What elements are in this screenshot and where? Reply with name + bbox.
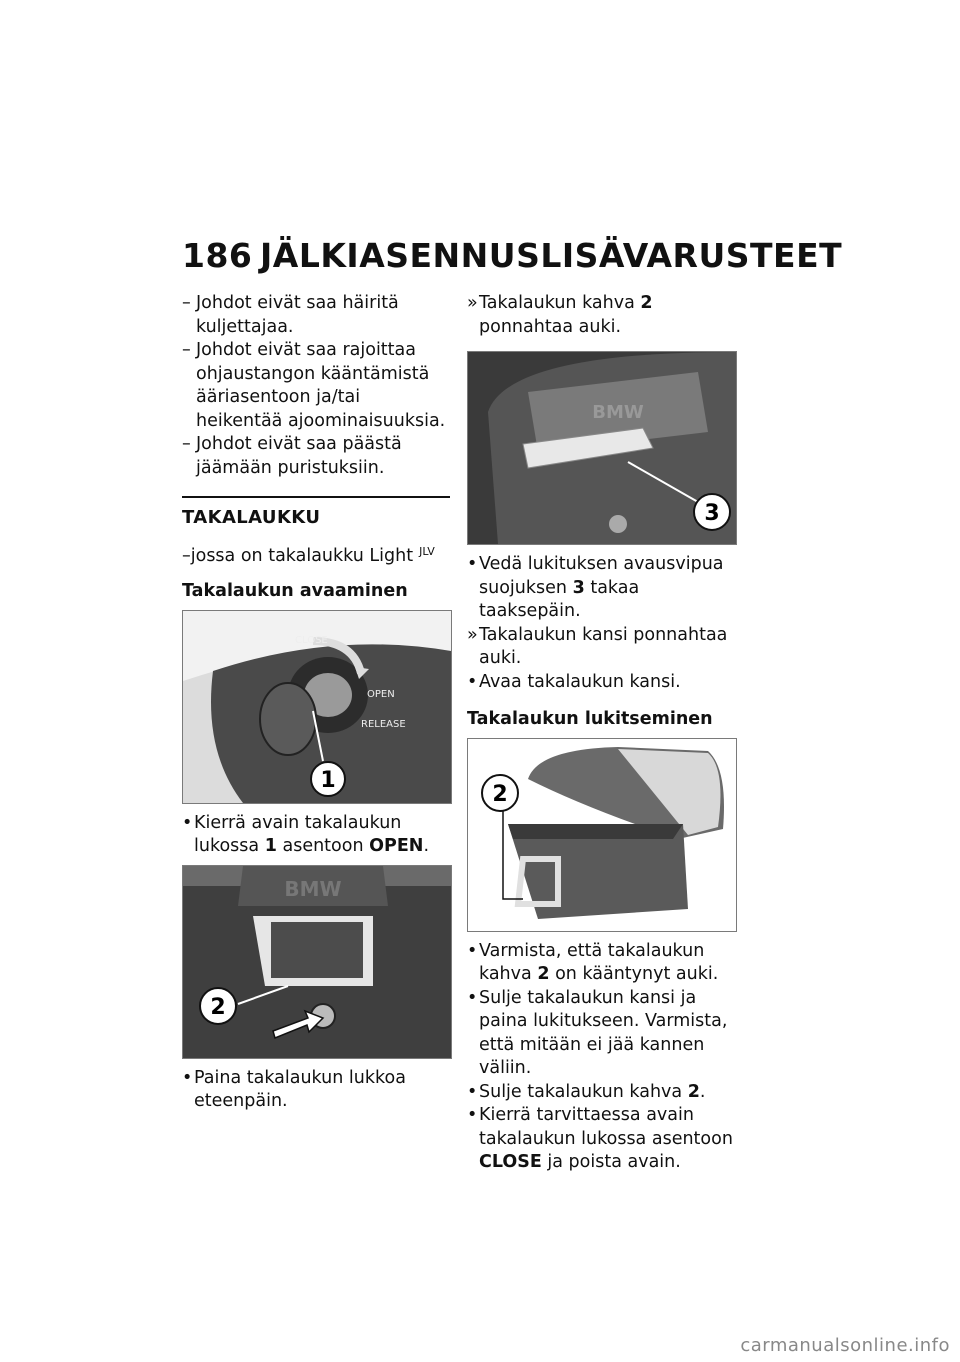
equipment-note — [182, 540, 452, 569]
bullet-marker: • — [467, 1105, 478, 1125]
list-item-text: Johdot eivät saa päästä jäämään puristuksiin. — [196, 434, 402, 478]
page-number: 186 — [182, 236, 253, 275]
step-item — [467, 553, 739, 624]
case-lock-illustration — [183, 866, 451, 1058]
equipment-code: JLV — [419, 544, 435, 558]
label-release: RELEASE — [361, 718, 406, 730]
result-marker: » — [467, 624, 478, 645]
bullet-marker: • — [467, 671, 478, 692]
step-text: on kääntynyt auki. — [555, 964, 719, 984]
result-item — [467, 624, 739, 671]
callout-ref: 2 — [537, 964, 550, 984]
list-item-text: Johdot eivät saa häiritä kuljettajaa. — [196, 293, 399, 337]
chapter-title: JÄLKIASENNUSLISÄVARUSTEET — [260, 236, 843, 275]
step-text: Paina takalaukun lukkoa eteenpäin. — [194, 1067, 406, 1111]
step-item — [182, 812, 452, 859]
label-close: CLOSE — [295, 634, 328, 646]
subsection-title-open: Takalaukun avaaminen — [182, 581, 408, 601]
step-text: Kierrä avain takalaukun lukossa — [194, 812, 402, 856]
list-item — [182, 339, 452, 433]
step-text: Vedä lukituksen avausvipua suojuksen — [479, 554, 724, 598]
dash-marker: – — [182, 434, 191, 454]
callout-ref: 2 — [640, 293, 653, 313]
step-item — [467, 1104, 739, 1175]
result-item — [467, 292, 739, 339]
case-logo: BMW — [284, 876, 342, 901]
step-text: Sulje takalaukun kansi ja paina lukitukseen. Varmista, että mitään ei jää kannen väliin. — [479, 987, 728, 1078]
figure-handle-open — [467, 351, 737, 545]
step-item — [467, 987, 739, 1081]
result-marker: » — [467, 293, 478, 313]
callout-number: 2 — [210, 994, 226, 1020]
figure-case-open — [467, 738, 737, 932]
step-text: Varmista, että takalaukun kahva — [479, 940, 705, 984]
case-open-illustration — [468, 739, 736, 931]
bullet-marker: • — [467, 940, 478, 961]
dash-marker: – — [182, 340, 191, 360]
equipment-note-text: –jossa on takalaukku Light — [182, 545, 414, 566]
list-item — [182, 292, 452, 339]
figure-case-lock — [182, 865, 452, 1059]
position-label: CLOSE — [479, 1152, 542, 1172]
step-item — [467, 671, 739, 695]
section-title: TAKALAUKKU — [182, 496, 450, 530]
step-text: Kierrä tarvittaessa avain takalaukun lukossa asentoon — [479, 1105, 733, 1149]
result-text: Takalaukun kansi ponnahtaa auki. — [479, 624, 728, 668]
footer-watermark: carmanualsonline.info — [740, 1335, 950, 1356]
callout-ref: 2 — [687, 1081, 700, 1102]
list-item-text: Johdot eivät saa rajoittaa ohjaustangon kääntämistä ääriasentoon ja/tai heikentää ajoominaisuuksia. — [196, 340, 446, 431]
step-text: asentoon — [282, 836, 364, 856]
result-text: ponnahtaa auki. — [479, 316, 622, 337]
handle-open-illustration — [468, 352, 736, 544]
callout-ref: 1 — [264, 836, 277, 856]
callout-number: 1 — [320, 767, 336, 793]
lock-dial-illustration — [183, 611, 451, 803]
step-text: Avaa takalaukun kansi. — [479, 671, 681, 692]
list-item — [182, 433, 452, 480]
callout-ref: 3 — [572, 577, 585, 598]
bullet-marker: • — [467, 554, 478, 574]
figure-lock-dial — [182, 610, 452, 804]
step-text-end: . — [423, 836, 430, 856]
bullet-marker: • — [182, 812, 193, 833]
bullet-marker: • — [467, 987, 478, 1008]
position-label: OPEN — [369, 836, 424, 856]
step-item — [467, 940, 739, 987]
dash-marker: – — [182, 293, 191, 313]
result-text: Takalaukun kahva — [479, 293, 635, 313]
page-header — [182, 236, 843, 282]
right-column — [467, 292, 739, 1175]
subsection-title-lock: Takalaukun lukitseminen — [467, 709, 713, 729]
step-text: ja poista avain. — [547, 1152, 681, 1172]
step-item — [182, 1067, 452, 1114]
callout-number: 2 — [492, 781, 508, 807]
bullet-marker: • — [182, 1067, 193, 1088]
bullet-marker: • — [467, 1081, 478, 1102]
left-column — [182, 292, 452, 1114]
case-logo: BMW — [592, 402, 644, 423]
step-text-end: . — [699, 1081, 706, 1102]
label-open: OPEN — [367, 688, 395, 700]
callout-number: 3 — [704, 501, 720, 526]
step-text: Sulje takalaukun kahva — [479, 1081, 683, 1102]
step-item — [467, 1081, 739, 1105]
step-text: takaa taaksepäin. — [479, 577, 640, 621]
